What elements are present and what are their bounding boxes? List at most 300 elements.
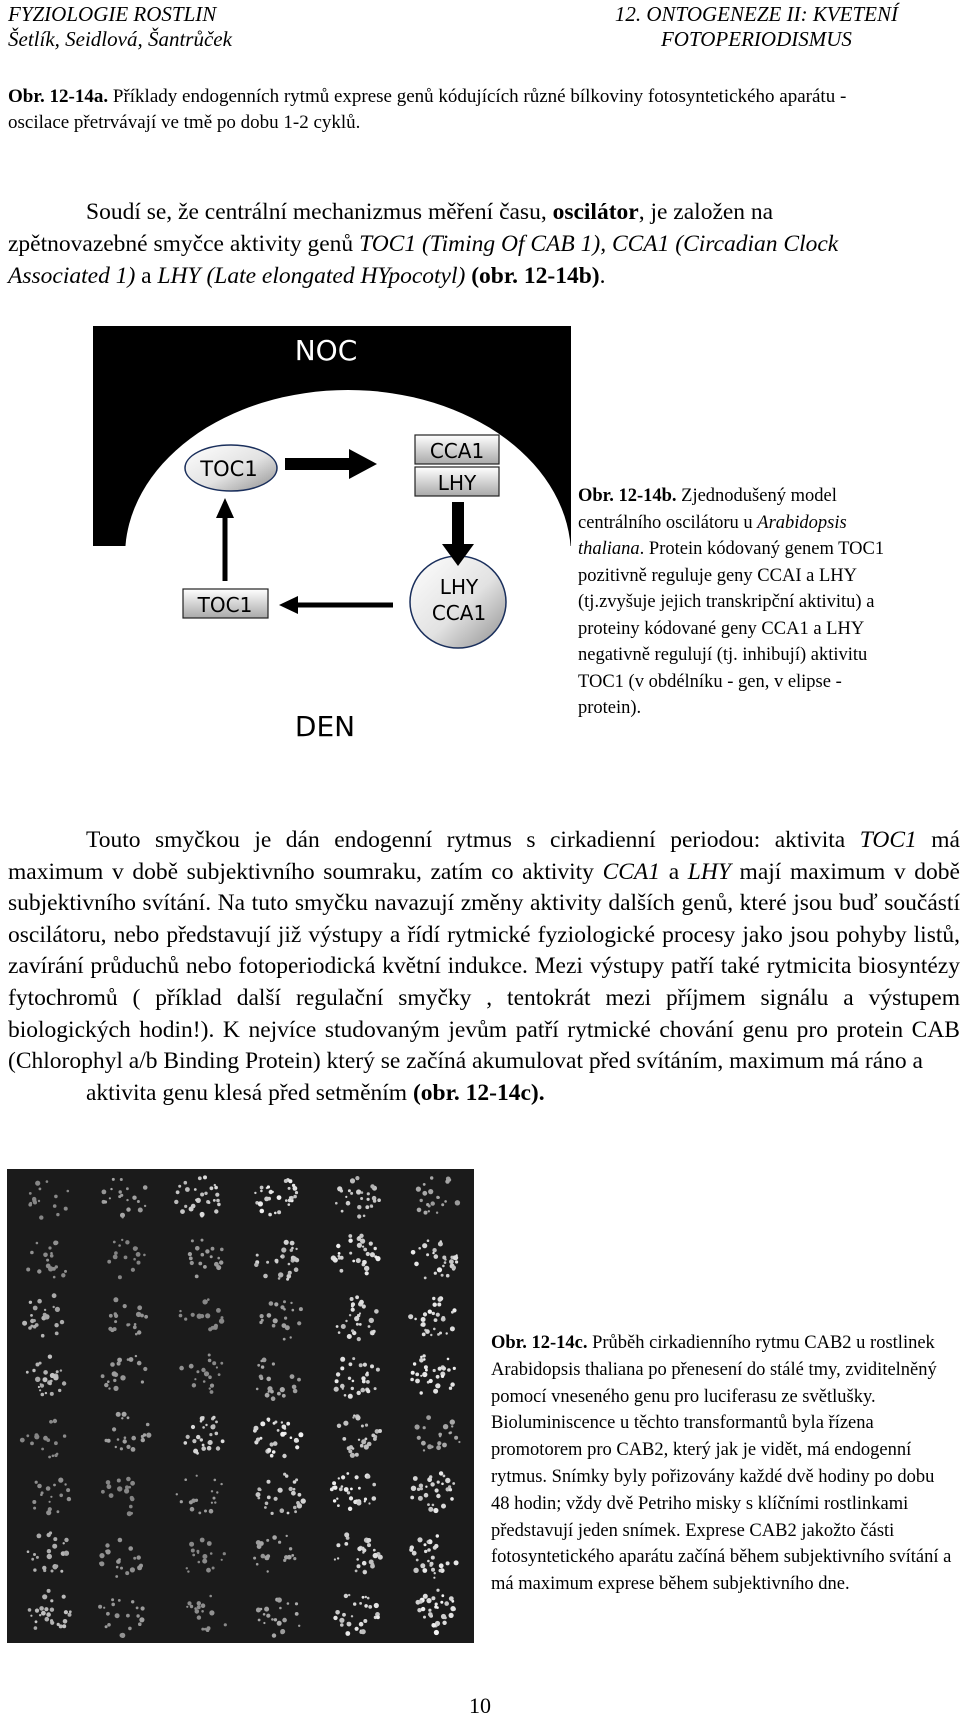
seedling-spot <box>359 1300 364 1305</box>
seedling-spot <box>284 1179 288 1183</box>
seedling-spot <box>420 1563 425 1568</box>
seedling-spot <box>46 1259 49 1262</box>
seedling-spot <box>216 1446 220 1450</box>
seedling-spot <box>377 1198 381 1202</box>
seedling-spot <box>259 1437 262 1440</box>
seedling-spot <box>130 1497 134 1501</box>
seedling-spot <box>454 1560 459 1565</box>
seedling-spot <box>287 1274 292 1279</box>
seedling-spot <box>423 1449 425 1451</box>
seedling-spot <box>422 1372 427 1377</box>
seedling-spot <box>190 1507 195 1512</box>
seedling-spot <box>126 1207 130 1211</box>
seedling-spot <box>351 1329 354 1332</box>
seedling-spot <box>69 1610 72 1613</box>
lhy-gene-label: LHY <box>437 471 477 495</box>
seedling-spot <box>267 1449 271 1453</box>
seedling-spot <box>437 1481 440 1484</box>
seedling-spot <box>342 1437 346 1441</box>
seedling-spot <box>216 1491 218 1493</box>
seedling-spot <box>217 1257 220 1260</box>
seedling-spot <box>274 1421 277 1424</box>
seedling-spot <box>357 1564 361 1568</box>
seedling-spot <box>118 1362 121 1365</box>
seedling-spot <box>213 1199 216 1202</box>
seedling-spot <box>356 1189 361 1194</box>
seedling-spot <box>295 1612 299 1616</box>
seedling-spot <box>196 1435 200 1439</box>
seedling-spot <box>109 1493 114 1498</box>
seedling-spot <box>256 1563 259 1566</box>
seedling-spot <box>341 1324 346 1329</box>
seedling-spot <box>355 1176 359 1180</box>
seedling-spot <box>410 1545 414 1549</box>
seedling-spot <box>360 1388 365 1393</box>
seedling-spot <box>365 1596 367 1598</box>
seedling-spot <box>417 1537 422 1542</box>
seedling-spot <box>54 1323 58 1327</box>
seedling-spot <box>426 1415 431 1420</box>
seedling-spot <box>201 1368 205 1372</box>
seedling-spot <box>35 1620 38 1623</box>
seedling-spot <box>372 1483 376 1487</box>
seedling-spot <box>191 1313 195 1317</box>
seedling-spot <box>351 1387 354 1390</box>
seedling-spot <box>428 1609 431 1612</box>
day-label: DEN <box>294 710 356 743</box>
seedling-spot <box>207 1298 210 1301</box>
seedling-spot <box>254 1263 258 1267</box>
figure-a-caption <box>8 84 908 136</box>
seedling-spot <box>411 1486 416 1491</box>
seedling-spot <box>45 1617 50 1622</box>
seedling-spot <box>442 1366 446 1370</box>
seedling-spot <box>201 1628 204 1631</box>
seedling-spot <box>436 1313 440 1317</box>
seedling-spot <box>53 1419 57 1423</box>
seedling-spot <box>179 1310 181 1312</box>
seedling-spot <box>211 1502 213 1504</box>
seedling-spot <box>256 1492 261 1497</box>
seedling-spot <box>117 1486 122 1491</box>
seedling-spot <box>139 1564 143 1568</box>
seedling-spot <box>282 1618 287 1623</box>
seedling-spot <box>121 1239 123 1241</box>
seedling-spot <box>350 1178 355 1183</box>
seedling-spot <box>113 1297 118 1302</box>
seedling-spot <box>129 1357 134 1362</box>
seedling-spot <box>133 1258 136 1261</box>
seedling-spot <box>259 1321 262 1324</box>
seedling-spot <box>270 1454 274 1458</box>
seedling-spot <box>203 1265 207 1269</box>
seedling-spot <box>54 1454 57 1457</box>
seedling-spot <box>258 1619 261 1622</box>
seedling-spot <box>359 1312 361 1314</box>
seedling-spot <box>115 1613 120 1618</box>
seedling-spot <box>39 1215 43 1219</box>
seedling-spot <box>279 1607 282 1610</box>
seedling-spot <box>428 1210 430 1212</box>
seedling-spot <box>192 1554 195 1557</box>
seedling-spot <box>50 1392 54 1396</box>
seedling-spot <box>200 1438 203 1441</box>
seedling-spot <box>273 1441 278 1446</box>
seedling-spot <box>210 1384 214 1388</box>
seedling-spot <box>221 1559 223 1561</box>
seedling-spot <box>52 1455 55 1458</box>
seedling-spot <box>366 1475 370 1479</box>
seedling-spot <box>290 1374 295 1379</box>
seedling-spot <box>357 1205 361 1209</box>
seedling-spot <box>441 1316 445 1320</box>
text-run: aktivita genu klesá před setměním <box>86 1079 413 1106</box>
figure-b-caption <box>578 483 908 722</box>
seedling-spot <box>49 1531 52 1534</box>
seedling-spot <box>207 1446 212 1451</box>
caption-label: Obr. 12-14a. <box>8 86 109 107</box>
seedling-spot <box>130 1567 135 1572</box>
seedling-spot <box>260 1421 265 1426</box>
seedling-spot <box>441 1594 444 1597</box>
seedling-spot <box>429 1475 432 1478</box>
seedling-spot <box>277 1195 282 1200</box>
seedling-spot <box>359 1363 363 1367</box>
seedling-spot <box>208 1327 212 1331</box>
seedling-spot <box>117 1358 122 1363</box>
seedling-spot <box>120 1447 123 1450</box>
cca1-gene-label: CCA1 <box>429 439 485 463</box>
seedling-spot <box>442 1443 447 1448</box>
seedling-spot <box>64 1551 69 1556</box>
seedling-spot <box>360 1444 364 1448</box>
seedling-spot <box>46 1438 50 1442</box>
seedling-spot <box>452 1266 456 1270</box>
seedling-spot <box>137 1361 142 1366</box>
seedling-spot <box>64 1610 68 1614</box>
seedling-spot <box>450 1419 455 1424</box>
seedling-spot <box>371 1331 375 1335</box>
seedling-spot <box>204 1510 207 1513</box>
seedling-spot <box>102 1190 107 1195</box>
seedling-spot <box>416 1559 419 1562</box>
seedling-spot <box>209 1443 211 1445</box>
seedling-spot <box>206 1628 210 1632</box>
seedling-spot <box>107 1484 112 1489</box>
seedling-spot <box>436 1494 440 1498</box>
seedling-spot <box>417 1436 421 1440</box>
seedling-spot <box>332 1481 336 1485</box>
seedling-spot <box>210 1552 213 1555</box>
seedling-spot <box>295 1445 299 1449</box>
seedling-spot <box>134 1323 137 1326</box>
seedling-spot <box>286 1422 290 1426</box>
seedling-spot <box>221 1439 225 1443</box>
seedling-spot <box>355 1627 359 1631</box>
seedling-spot <box>352 1260 355 1263</box>
seedling-spot <box>40 1493 43 1496</box>
seedling-spot <box>367 1538 372 1543</box>
seedling-spot <box>111 1598 114 1601</box>
seedling-spot <box>62 1624 66 1628</box>
seedling-spot <box>269 1301 274 1306</box>
seedling-spot <box>144 1205 146 1207</box>
seedling-spot <box>288 1203 291 1206</box>
seedling-spot <box>201 1239 204 1242</box>
seedling-spot <box>370 1184 374 1188</box>
header-right <box>615 2 898 52</box>
oscillator-diagram <box>93 326 571 744</box>
seedling-spot <box>208 1354 211 1357</box>
seedling-spot <box>446 1561 450 1565</box>
seedling-spot <box>42 1594 47 1599</box>
seedling-spot <box>133 1246 138 1251</box>
seedling-spot <box>291 1554 294 1557</box>
seedling-spot <box>105 1625 108 1628</box>
seedling-spot <box>28 1608 32 1612</box>
seedling-spot <box>143 1433 146 1436</box>
seedling-spot <box>215 1432 219 1436</box>
seedling-spot <box>179 1314 183 1318</box>
seedling-spot <box>43 1253 48 1258</box>
seedling-spot <box>107 1623 111 1627</box>
seedling-spot <box>443 1424 448 1429</box>
seedling-spot <box>433 1508 438 1513</box>
seedling-spot <box>368 1605 372 1609</box>
seedling-spot <box>359 1323 362 1326</box>
seedling-spot <box>449 1387 452 1390</box>
seedling-spot <box>39 1188 42 1191</box>
seedling-spot <box>275 1259 279 1263</box>
seedling-spot <box>141 1438 145 1442</box>
seedling-spot <box>129 1505 133 1509</box>
seedling-spot <box>292 1309 295 1312</box>
seedling-spot <box>211 1247 215 1251</box>
seedling-spot <box>426 1253 429 1256</box>
seedling-spot <box>426 1598 431 1603</box>
italic-term: LHY <box>687 858 731 885</box>
seedling-spot <box>357 1337 361 1341</box>
seedling-spot <box>107 1260 111 1264</box>
seedling-spot <box>34 1626 38 1630</box>
seedling-spot <box>424 1543 427 1546</box>
seedling-spot <box>448 1485 451 1488</box>
seedling-spot <box>421 1317 426 1322</box>
seedling-spot <box>266 1614 270 1618</box>
seedling-spot <box>335 1379 339 1383</box>
seedling-spot <box>344 1487 349 1492</box>
seedling-spot <box>341 1210 344 1213</box>
seedling-spot <box>450 1382 454 1386</box>
seedling-spot <box>124 1436 127 1439</box>
seedling-spot <box>437 1196 440 1199</box>
figure-reference: (obr. 12-14c). <box>412 1079 545 1106</box>
seedling-spot <box>371 1206 373 1208</box>
seedling-spot <box>267 1570 269 1572</box>
seedling-spot <box>374 1309 379 1314</box>
seedling-spot <box>456 1254 458 1256</box>
seedling-spot <box>350 1488 353 1491</box>
seedling-spot <box>434 1272 437 1275</box>
seedling-spot <box>420 1391 423 1394</box>
seedling-spot <box>33 1568 36 1571</box>
seedling-spot <box>260 1314 264 1318</box>
seedling-spot <box>432 1312 435 1315</box>
seedling-spot <box>56 1370 59 1373</box>
seedling-spot <box>274 1302 278 1306</box>
seedling-spot <box>427 1548 431 1552</box>
seedling-spot <box>364 1498 367 1501</box>
seedling-spot <box>350 1297 354 1301</box>
toc1-protein-label: TOC1 <box>200 457 258 481</box>
seedling-spot <box>261 1554 266 1559</box>
seedling-spot <box>374 1387 377 1390</box>
seedling-spot <box>53 1375 58 1380</box>
paragraph-rhythm <box>8 825 960 1109</box>
seedling-spot <box>108 1387 110 1389</box>
seedling-spot <box>215 1193 219 1197</box>
seedling-spot <box>361 1425 364 1428</box>
seedling-spot <box>363 1215 366 1218</box>
caption-text: Příklady endogenních rytmů exprese genů kódujících různé bílkoviny fotosyntetického aparátu - oscilace přetrvávají ve tmě po dobu 1-2 cyklů. <box>8 86 847 133</box>
seedling-spot <box>353 1414 355 1416</box>
seedling-spot <box>290 1241 295 1246</box>
seedling-spot <box>288 1179 292 1183</box>
seedling-spot <box>433 1577 435 1579</box>
seedling-spot <box>53 1306 55 1308</box>
seedling-spot <box>440 1601 443 1604</box>
seedling-spot <box>366 1252 370 1256</box>
seedling-spot <box>220 1483 222 1485</box>
seedling-spot <box>277 1621 282 1626</box>
seedling-spot <box>64 1483 66 1485</box>
seedling-spot <box>362 1260 367 1265</box>
seedling-spot <box>46 1180 49 1183</box>
seedling-spot <box>121 1417 123 1419</box>
seedling-spot <box>364 1604 368 1608</box>
seedling-spot <box>209 1610 214 1615</box>
seedling-spot <box>58 1478 63 1483</box>
seedling-spot <box>112 1427 116 1431</box>
seedling-spot <box>197 1615 201 1619</box>
seedling-spot <box>292 1385 297 1390</box>
seedling-spot <box>189 1257 193 1261</box>
seedling-spot <box>344 1394 347 1397</box>
seedling-spot <box>113 1379 116 1382</box>
seedling-spot <box>68 1613 72 1617</box>
seedling-spot <box>212 1424 216 1428</box>
seedling-spot <box>35 1609 39 1613</box>
seedling-spot <box>65 1208 68 1211</box>
seedling-spot <box>288 1187 291 1190</box>
seedling-spot <box>219 1318 224 1323</box>
seedling-spot <box>427 1503 430 1506</box>
seedling-spot <box>347 1622 350 1625</box>
seedling-spot <box>189 1542 194 1547</box>
seedling-spot <box>351 1308 355 1312</box>
seedling-spot <box>344 1594 348 1598</box>
seedling-spot <box>280 1629 285 1634</box>
seedling-spot <box>281 1247 286 1252</box>
seedling-spot <box>283 1559 286 1562</box>
seedling-spot <box>355 1475 359 1479</box>
seedling-spot <box>433 1389 438 1394</box>
seedling-spot <box>366 1372 369 1375</box>
seedling-spot <box>126 1323 129 1326</box>
seedling-spot <box>137 1330 141 1334</box>
seedling-spot <box>428 1205 431 1208</box>
seedling-spot <box>101 1490 105 1494</box>
seedling-spot <box>338 1331 341 1334</box>
seedling-spot <box>52 1293 57 1298</box>
seedling-spot <box>443 1475 446 1478</box>
seedling-spot <box>424 1277 427 1280</box>
seedling-spot <box>141 1606 145 1610</box>
seedling-spot <box>420 1487 423 1490</box>
seedling-spot <box>104 1383 108 1387</box>
seedling-spot <box>360 1197 363 1200</box>
seedling-spot <box>336 1325 339 1328</box>
seedling-spot <box>367 1192 370 1195</box>
seedling-spot <box>431 1568 435 1572</box>
seedling-spot <box>439 1563 444 1568</box>
seedling-spot <box>109 1314 113 1318</box>
seedling-spot <box>195 1275 199 1279</box>
seedling-spot <box>39 1389 41 1391</box>
seedling-spot <box>50 1608 54 1612</box>
seedling-spot <box>44 1309 46 1311</box>
seedling-spot <box>439 1471 443 1475</box>
seedling-spot <box>256 1254 259 1257</box>
protein-cca1-label: CCA1 <box>431 601 487 625</box>
seedling-spot <box>423 1312 427 1316</box>
seedling-spot <box>56 1213 59 1216</box>
seedling-spot <box>343 1421 348 1426</box>
seedling-spot <box>272 1362 275 1365</box>
seedling-spot <box>35 1377 40 1382</box>
seedling-spot <box>449 1259 454 1264</box>
seedling-spot <box>213 1325 218 1330</box>
seedling-spot <box>45 1392 47 1394</box>
seedling-spot <box>30 1442 34 1446</box>
seedling-spot <box>441 1504 446 1509</box>
seedling-spot <box>368 1325 371 1328</box>
seedling-spot <box>420 1199 423 1202</box>
seedling-spot <box>370 1364 374 1368</box>
seedling-spot <box>340 1357 345 1362</box>
seedling-spot <box>272 1633 276 1637</box>
seedling-spot <box>430 1564 433 1567</box>
seedling-spot <box>196 1370 199 1373</box>
seedling-spot <box>214 1209 218 1213</box>
seedling-spot <box>287 1602 290 1605</box>
seedling-spot <box>131 1600 134 1603</box>
seedling-spot <box>333 1499 336 1502</box>
seedling-spot <box>420 1375 422 1377</box>
seedling-spot <box>42 1566 46 1570</box>
seedling-spot <box>118 1195 121 1198</box>
text-run: Soudí se, že centrální mechanizmus měření času, <box>86 199 553 225</box>
seedling-spot <box>37 1484 42 1489</box>
seedling-spot <box>139 1617 144 1622</box>
italic-term: LHY (Late elongated HYpocotyl) <box>157 263 466 289</box>
seedling-spot <box>345 1631 350 1636</box>
seedling-spot <box>22 1321 27 1326</box>
seedling-spot <box>191 1204 196 1209</box>
seedling-spot <box>210 1390 214 1394</box>
seedling-spot <box>265 1393 270 1398</box>
seedling-spot <box>178 1185 181 1188</box>
